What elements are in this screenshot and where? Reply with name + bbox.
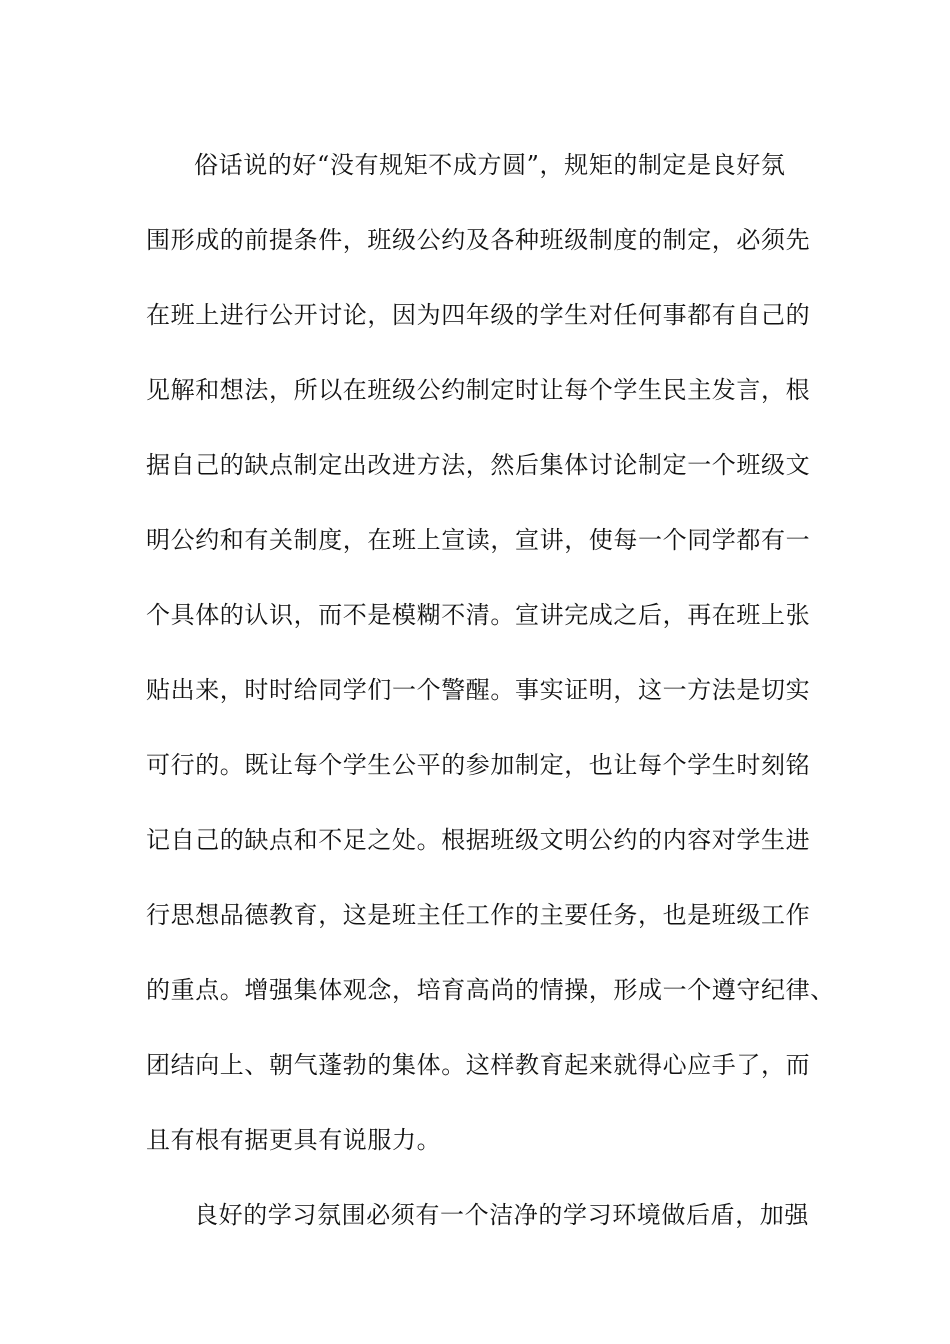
paragraph-1-line-5: 据自己的缺点制定出改进方法，然后集体讨论制定一个班级文 [146, 451, 811, 479]
paragraph-1-line-3: 在班上进行公开讨论，因为四年级的学生对任何事都有自己的 [146, 301, 811, 329]
paragraph-1-line-13: 团结向上、朝气蓬勃的集体。这样教育起来就得心应手了，而 [146, 1051, 811, 1079]
paragraph-1-line-12: 的重点。增强集体观念，培育高尚的情操，形成一个遵守纪律、 [146, 976, 835, 1004]
paragraph-1-line-4: 见解和想法，所以在班级公约制定时让每个学生民主发言，根 [146, 376, 811, 404]
paragraph-1-line-8: 贴出来，时时给同学们一个警醒。事实证明，这一方法是切实 [146, 676, 811, 704]
paragraph-1-line-14: 且有根有据更具有说服力。 [146, 1126, 442, 1154]
paragraph-1-line-9: 可行的。既让每个学生公平的参加制定，也让每个学生时刻铭 [146, 751, 811, 779]
paragraph-1-line-11: 行思想品德教育，这是班主任工作的主要任务，也是班级工作 [146, 901, 811, 929]
paragraph-2-line-1: 良好的学习氛围必须有一个洁净的学习环境做后盾，加强 [194, 1201, 809, 1229]
paragraph-1-line-7: 个具体的认识，而不是模糊不清。宣讲完成之后，再在班上张 [146, 601, 811, 629]
paragraph-1-line-1: 俗话说的好“没有规矩不成方圆”，规矩的制定是良好氛 [194, 151, 786, 179]
paragraph-1-line-2: 围形成的前提条件，班级公约及各种班级制度的制定，必须先 [146, 226, 811, 254]
paragraph-1-line-10: 记自己的缺点和不足之处。根据班级文明公约的内容对学生进 [146, 826, 811, 854]
paragraph-1-line-6: 明公约和有关制度，在班上宣读，宣讲，使每一个同学都有一 [146, 526, 811, 554]
document-body [146, 128, 835, 1253]
